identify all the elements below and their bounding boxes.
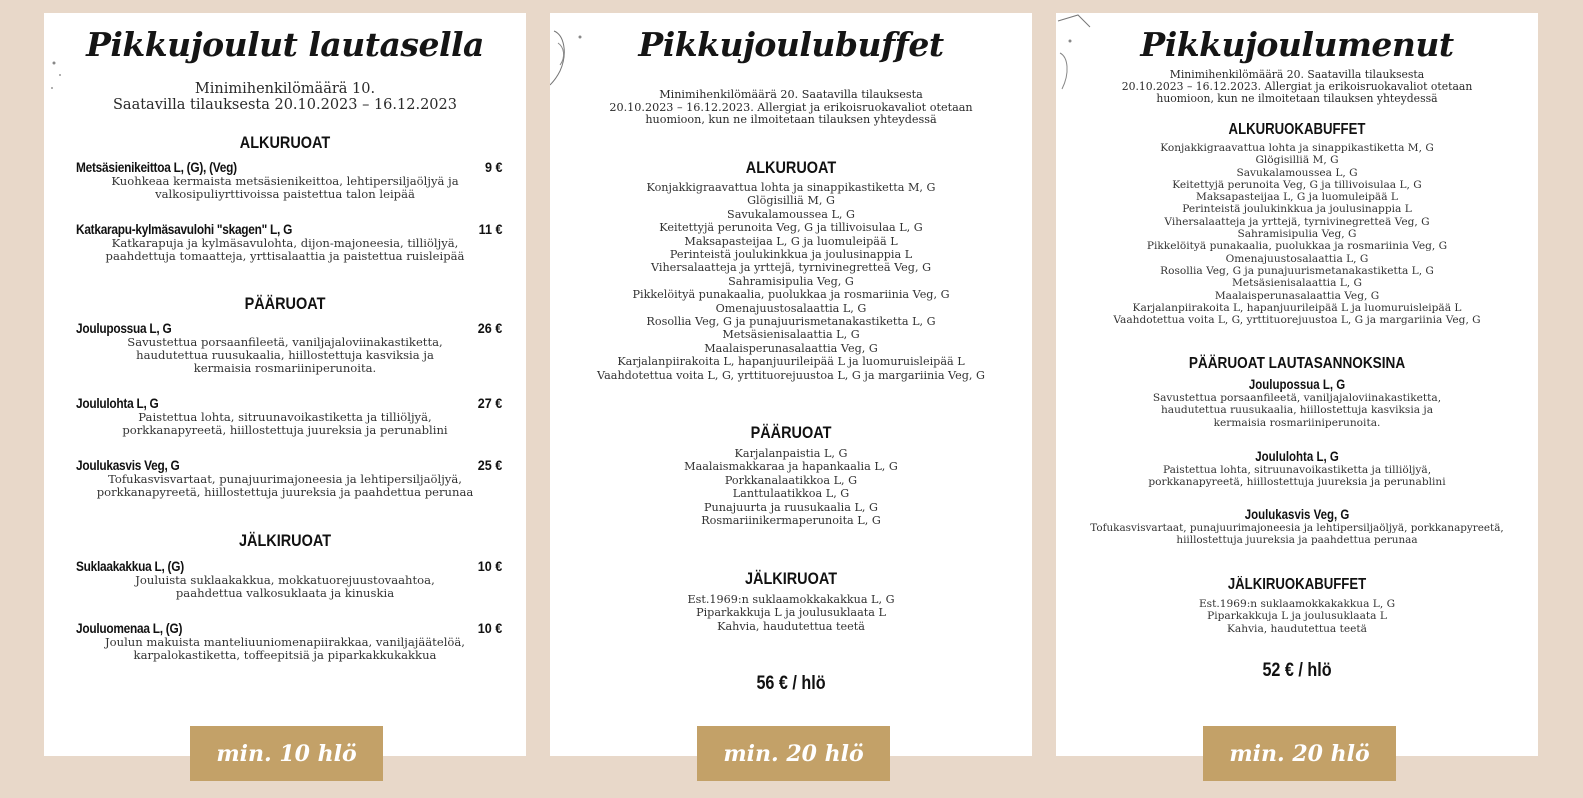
section-heading: JÄLKIRUOAT [238, 531, 332, 550]
section-heading: PÄÄRUOAT [750, 423, 832, 442]
dish-item [44, 558, 526, 600]
dish-desc: haudutettua ruusukaalia, hiillostettuja kasviksia ja [1160, 404, 1434, 417]
dish-desc: Savustettua porsaanfileetä, vaniljajaloviinakastiketta, [127, 335, 443, 349]
intro-line: 20.10.2023 – 16.12.2023. Allergiat ja erikoisruokavaliot otetaan [609, 100, 973, 114]
dish-desc: paahdettua valkosuklaata ja kinuskia [175, 586, 395, 601]
dish-desc: paahdettuja tomaatteja, yrttisalaattia ja paistettua ruisleipää [105, 249, 465, 264]
list-item: Maalaismakkaraa ja hapankaalia L, G [684, 460, 898, 474]
menu-title: Pikkujoulumenut [1140, 25, 1454, 64]
section-heading: JÄLKIRUOAT [744, 569, 838, 588]
list-item: Rosollia Veg, G ja punajuurismetanakastiketta L, G [646, 315, 936, 329]
dish-name: Joululohta L, G [76, 396, 159, 411]
dish-item [44, 159, 526, 201]
section-heading: PÄÄRUOAT LAUTASANNOKSINA [1188, 355, 1406, 372]
list-item: Metsäsienisalaattia L, G [1231, 277, 1363, 290]
price-per-person: 56 € / hlö [756, 673, 826, 694]
dish-item [1056, 507, 1538, 547]
list-item: Savukalamoussea L, G [727, 207, 855, 221]
list-item: Vihersalaatteja ja yrttejä, tyrnivinegretteä Veg, G [650, 261, 932, 275]
page-title [1056, 27, 1538, 63]
dish-name: Suklaakakkua L, (G) [76, 559, 184, 574]
desserts-list [550, 593, 1032, 633]
list-item: Maalaisperunasalaattia Veg, G [704, 341, 878, 355]
intro-line: Minimihenkilömäärä 20. Saatavilla tilauksesta [659, 88, 923, 101]
section-heading: JÄLKIRUOKABUFFET [1227, 576, 1367, 593]
intro-line: huomioon, kun ne ilmoitetaan tilauksen yhteydessä [1156, 92, 1438, 105]
menu-card-buffet [550, 13, 1032, 756]
list-item: Kahvia, haudutettua teetä [1227, 622, 1367, 635]
dish-price: 26 € [477, 320, 502, 336]
desserts-list [1056, 598, 1538, 635]
dish-desc: hiillostettuja juureksia ja paahdettua perunaa [1176, 534, 1418, 547]
list-item: Glögisilliä M, G [747, 194, 835, 208]
dish-desc: porkkanapyreetä, hiillostettuja juureksia ja paahdettua perunaa [96, 485, 474, 500]
list-item: Savukalamoussea L, G [1236, 166, 1358, 179]
dish-desc: kermaisia rosmariiniperunoita. [193, 361, 377, 376]
menu-card-menut [1056, 13, 1538, 756]
list-item: Glögisilliä M, G [1255, 154, 1339, 167]
dish-desc: Tofukasvisvartaat, punajuurimajoneesia ja lehtipersiljaöljyä, [108, 472, 462, 486]
list-item: Maksapasteijaa L, G ja luomuleipää L [684, 234, 898, 248]
mains-list [550, 447, 1032, 527]
list-item: Sahramisipulia Veg, G [728, 274, 854, 288]
min-guests-button[interactable]: min. 10 hlö [190, 726, 383, 781]
dish-name: Joulukasvis Veg, G [76, 458, 180, 473]
min-guests-button[interactable]: min. 20 hlö [1203, 726, 1396, 781]
dish-price: 10 € [477, 558, 502, 574]
dish-name: Joulupossua L, G [76, 321, 172, 336]
list-item: Metsäsienisalaattia L, G [722, 328, 860, 342]
dish-price: 9 € [484, 159, 502, 175]
list-item: Omenajuustosalaattia L, G [1225, 252, 1369, 265]
section-heading: ALKURUOAT [239, 133, 331, 152]
intro-text [1056, 69, 1538, 105]
intro-text [550, 89, 1032, 127]
dish-item [44, 221, 526, 263]
intro-line: Minimihenkilömäärä 20. Saatavilla tilauksesta [1169, 68, 1425, 81]
list-item: Omenajuustosalaattia L, G [715, 301, 867, 315]
list-item: Maksapasteijaa L, G ja luomuleipää L [1196, 191, 1398, 204]
dish-desc: Tofukasvisvartaat, punajuurimajoneesia ja lehtipersiljaöljyä, porkkanapyreetä, [1090, 522, 1504, 534]
intro-line: huomioon, kun ne ilmoitetaan tilauksen yhteydessä [645, 113, 937, 127]
dish-price: 11 € [478, 221, 502, 237]
list-item: Vaahdotettua voita L, G, yrttituorejuustoa L, G ja margariinia Veg, G [597, 368, 985, 382]
intro-text [44, 81, 526, 113]
list-item: Vaahdotettua voita L, G, yrttituorejuustoa L, G ja margariinia Veg, G [1113, 314, 1481, 327]
list-item: Pikkelöityä punakaalia, puolukkaa ja rosmariinia Veg, G [632, 288, 950, 302]
list-item: Konjakkigraavattua lohta ja sinappikastiketta M, G [646, 181, 936, 194]
dish-desc: Jouluista suklaakakkua, mokkatuorejuustovaahtoa, [135, 573, 435, 587]
section-heading: ALKURUOKABUFFET [1228, 121, 1366, 138]
list-item: Piparkakkuja L ja joulusuklaata L [1207, 610, 1387, 623]
starters-list [550, 181, 1032, 382]
list-item: Perinteistä joulukinkkua ja joulusinappia L [669, 248, 913, 262]
menu-card-lautasella [44, 13, 526, 756]
list-item: Punajuurta ja ruusukaalia L, G [704, 500, 878, 514]
intro-line: Minimihenkilömäärä 10. [194, 81, 376, 97]
dish-desc: Katkarapuja ja kylmäsavulohta, dijon-majoneesia, tilliöljyä, [111, 236, 459, 250]
dish-item [44, 620, 526, 662]
dish-item [44, 457, 526, 499]
dish-name: Joulukasvis Veg, G [1244, 507, 1350, 522]
list-item: Vihersalaatteja ja yrttejä, tyrnivinegretteä Veg, G [1164, 215, 1430, 228]
dish-item [1056, 377, 1538, 429]
list-item: Est.1969:n suklaamokkakakkua L, G [687, 593, 895, 606]
price-per-person: 52 € / hlö [1262, 660, 1332, 681]
list-item: Pikkelöityä punakaalia, puolukkaa ja rosmariinia Veg, G [1146, 240, 1448, 253]
dish-name: Katkarapu-kylmäsavulohi "skagen" L, G [76, 222, 293, 237]
list-item: Sahramisipulia Veg, G [1237, 228, 1357, 241]
menu-title: Pikkujoulut lautasella [86, 25, 484, 64]
list-item: Lanttulaatikkoa L, G [732, 487, 850, 501]
list-item: Piparkakkuja L ja joulusuklaata L [696, 606, 886, 620]
min-guests-button[interactable]: min. 20 hlö [697, 726, 890, 781]
dish-name: Joululohta L, G [1255, 449, 1339, 464]
dish-desc: haudutettua ruusukaalia, hiillostettuja kasviksia ja [136, 348, 434, 363]
list-item: Karjalanpiirakoita L, hapanjuurileipää L ja luomuruisleipää L [617, 355, 965, 369]
starters-list [1056, 142, 1538, 326]
list-item: Porkkanalaatikkoa L, G [724, 473, 858, 487]
dish-desc: kermaisia rosmariiniperunoita. [1213, 416, 1381, 429]
dish-desc: porkkanapyreetä, hiillostettuja juureksia ja perunablini [122, 423, 448, 438]
list-item: Konjakkigraavattua lohta ja sinappikastiketta M, G [1160, 142, 1434, 154]
dish-name: Jouluomenaa L, (G) [76, 621, 183, 636]
page-title [550, 27, 1032, 63]
dish-desc: Joulun makuista manteliuuniomenapiirakkaa, vaniljajäätelöä, [105, 635, 465, 649]
dish-price: 25 € [477, 457, 502, 473]
list-item: Keitettyjä perunoita Veg, G ja tillivoisulaa L, G [1172, 178, 1422, 191]
dish-item [44, 395, 526, 437]
dish-desc: valkosipuliyrttivoissa paistettua talon leipää [155, 187, 415, 202]
list-item: Est.1969:n suklaamokkakakkua L, G [1198, 598, 1396, 610]
dish-item [44, 320, 526, 376]
dish-item [1056, 449, 1538, 489]
page-title [44, 27, 526, 63]
list-item: Karjalanpiirakoita L, hapanjuurileipää L ja luomuruisleipää L [1132, 301, 1462, 314]
list-item: Keitettyjä perunoita Veg, G ja tillivoisulaa L, G [659, 221, 923, 235]
dish-name: Metsäsienikeittoa L, (G), (Veg) [76, 160, 237, 175]
dish-desc: Savustettua porsaanfileetä, vaniljajaloviinakastiketta, [1152, 392, 1442, 404]
dish-desc: Kuohkeaa kermaista metsäsienikeittoa, lehtipersiljaöljyä ja [111, 174, 459, 188]
dish-desc: Paistettua lohta, sitruunavoikastiketta ja tilliöljyä, [1162, 464, 1432, 476]
dish-price: 27 € [477, 395, 502, 411]
list-item: Maalaisperunasalaattia Veg, G [1214, 289, 1380, 302]
dish-price: 10 € [477, 620, 502, 636]
menu-title: Pikkujoulubuffet [638, 25, 944, 64]
section-heading: ALKURUOAT [745, 158, 837, 177]
list-item: Karjalanpaistia L, G [734, 447, 848, 460]
list-item: Rosmariinikermaperunoita L, G [701, 514, 881, 528]
dish-desc: karpalokastiketta, toffeepitsiä ja piparkakkukakkua [133, 648, 437, 663]
list-item: Kahvia, haudutettua teetä [717, 619, 865, 633]
dish-name: Joulupossua L, G [1248, 377, 1346, 392]
section-heading: PÄÄRUOAT [244, 294, 326, 313]
intro-line: Saatavilla tilauksesta 20.10.2023 – 16.12.2023 [113, 97, 457, 114]
dish-desc: porkkanapyreetä, hiillostettuja juureksia ja perunablini [1148, 476, 1446, 489]
list-item: Rosollia Veg, G ja punajuurismetanakastiketta L, G [1160, 264, 1434, 277]
intro-line: 20.10.2023 – 16.12.2023. Allergiat ja erikoisruokavaliot otetaan [1121, 80, 1473, 93]
dish-desc: Paistettua lohta, sitruunavoikastiketta ja tilliöljyä, [138, 410, 432, 424]
list-item: Perinteistä joulukinkkua ja joulusinappia L [1182, 203, 1412, 216]
